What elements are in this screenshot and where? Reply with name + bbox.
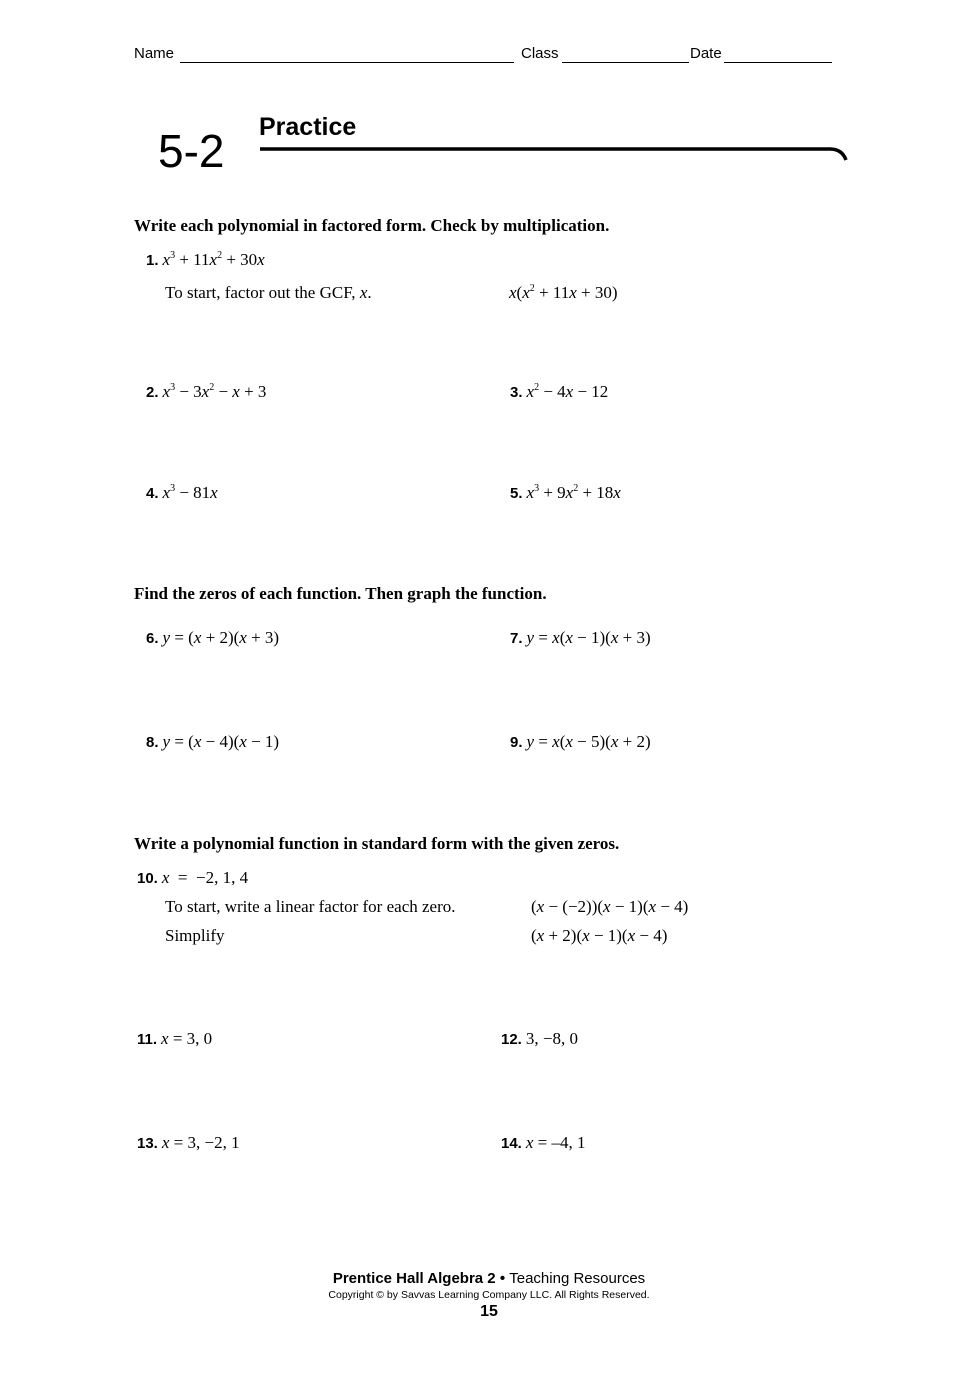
problem-10-step-1: (x − (−2))(x − 1)(x − 4) — [531, 897, 689, 916]
date-label: Date — [690, 45, 722, 62]
hint-variable: x — [359, 283, 368, 302]
problem-14: 14. x = –4, 1 — [501, 1133, 586, 1152]
section-instruction-standard: Write a polynomial function in standard form with the given zeros. — [134, 834, 620, 853]
problem-number: 3. — [510, 384, 523, 401]
problem-11: 11. x = 3, 0 — [137, 1029, 213, 1048]
problem-3: 3. $x^2 - 4x - 12$ — [510, 382, 609, 401]
problem-7: 7. y = x(x − 1)(x + 3) — [510, 628, 651, 647]
footer-copyright: Copyright © by Savvas Learning Company LLC. All Rights Reserved. — [328, 1289, 650, 1301]
class-label: Class — [521, 45, 559, 62]
lesson-number: 5-2 — [158, 125, 225, 177]
footer-separator: • — [495, 1270, 510, 1287]
problem-number: 12. — [501, 1031, 522, 1048]
section-instruction-factor: Write each polynomial in factored form. Check by multiplication. — [134, 216, 610, 235]
problem-1-hint: To start, factor out the GCF, x. — [165, 283, 372, 302]
problem-10: 10. x = −2, 1, 4 — [137, 868, 249, 887]
class-field[interactable] — [562, 62, 689, 63]
page-number: 15 — [480, 1303, 498, 1320]
section-instruction-zeros: Find the zeros of each function. Then graph the function. — [134, 584, 547, 603]
name-label: Name — [134, 45, 175, 62]
problem-number: 4. — [146, 485, 159, 502]
problem-10-hint: To start, write a linear factor for each zero. — [165, 897, 456, 916]
problem-1-step: $x(x^2 + 11x + 30)$ — [509, 283, 618, 302]
problem-number: 8. — [146, 734, 159, 751]
problem-6: 6. y = (x + 2)(x + 3) — [146, 628, 280, 647]
problem-number: 9. — [510, 734, 523, 751]
problem-number: 5. — [510, 485, 523, 502]
problem-13: 13. x = 3, −2, 1 — [137, 1133, 240, 1152]
problem-9: 9. y = x(x − 5)(x + 2) — [510, 732, 651, 751]
problem-1: 1. $x^3 + 11x^2 + 30x$ — [146, 250, 265, 269]
problem-number: 1. — [146, 252, 159, 269]
problem-10-simplify-label: Simplify — [165, 926, 225, 945]
problem-8: 8. y = (x − 4)(x − 1) — [146, 732, 280, 751]
hint-text: To start, factor out the GCF, — [165, 283, 356, 302]
problem-number: 11. — [137, 1031, 158, 1048]
problem-12-text: 3, −8, 0 — [525, 1029, 578, 1048]
problem-number: 2. — [146, 384, 159, 401]
name-field[interactable] — [180, 62, 514, 63]
footer-resource: Teaching Resources — [509, 1270, 646, 1287]
problem-2: 2. $x^3 - 3x^2 - x + 3$ — [146, 382, 267, 401]
problem-number: 6. — [146, 630, 159, 647]
problem-number: 14. — [501, 1135, 522, 1152]
footer-book-line — [0, 1270, 978, 1287]
lesson-title: Practice — [259, 113, 357, 141]
problem-number: 13. — [137, 1135, 158, 1152]
title-rule — [258, 144, 850, 168]
problem-number: 10. — [137, 870, 158, 887]
problem-4: 4. $x^3 - 81x$ — [146, 483, 218, 502]
problem-10-step-2: (x + 2)(x − 1)(x − 4) — [531, 926, 668, 945]
problem-5: 5. $x^3 + 9x^2 + 18x$ — [510, 483, 621, 502]
footer-book-title: Prentice Hall Algebra 2 — [332, 1270, 496, 1287]
date-field[interactable] — [724, 62, 832, 63]
problem-number: 7. — [510, 630, 523, 647]
problem-12 — [501, 1029, 578, 1049]
